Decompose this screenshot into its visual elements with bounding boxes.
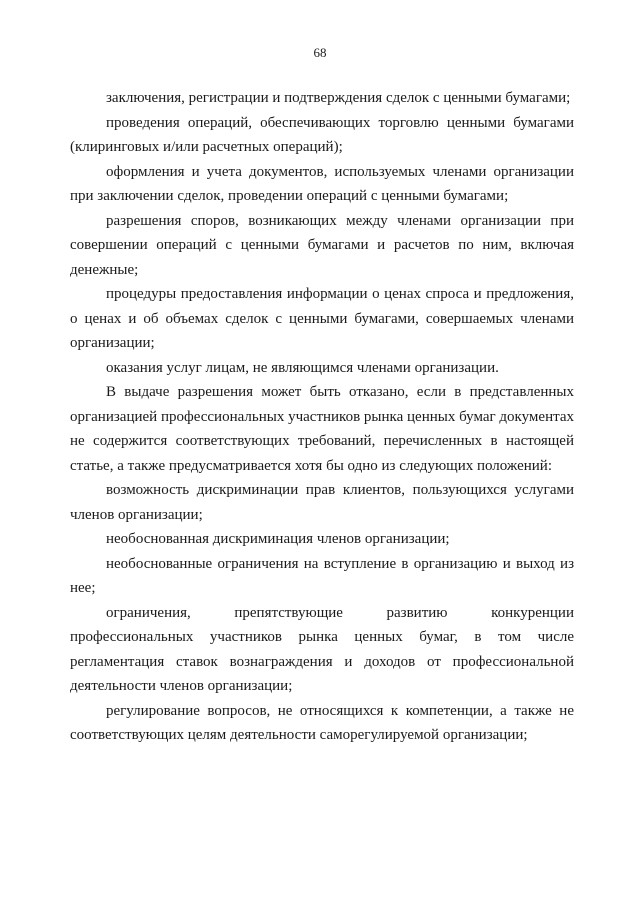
paragraph: оформления и учета документов, используемых членами организации при заключении сделок, проведении операций с ценными бумагами; bbox=[70, 163, 574, 204]
paragraph: необоснованные ограничения на вступление в организацию и выход из нее; bbox=[70, 555, 574, 596]
paragraph: ограничения, препятствующие развитию конкуренции профессиональных участников рынка ценных бумаг, в том числе регламентация ставок вознаграждения и доходов от профессиональной деятельности членов организации; bbox=[70, 604, 574, 694]
paragraph: оказания услуг лицам, не являющимся членами организации. bbox=[106, 359, 499, 376]
page-number: 68 bbox=[313, 45, 327, 60]
paragraph: необоснованная дискриминация членов организации; bbox=[106, 531, 450, 547]
paragraph: проведения операций, обеспечивающих торговлю ценными бумагами (клиринговых и/или расчетных операций); bbox=[70, 114, 574, 155]
paragraph: возможность дискриминации прав клиентов, пользующихся услугами членов организации; bbox=[70, 482, 574, 523]
paragraph: заключения, регистрации и подтверждения сделок с ценными бумагами; bbox=[106, 90, 571, 106]
paragraph: процедуры предоставления информации о ценах спроса и предложения, о ценах и об объемах сделок с ценными бумагами, совершаемых членами организации; bbox=[70, 286, 574, 351]
paragraph: В выдаче разрешения может быть отказано, если в представленных организацией профессиональных участников рынка ценных бумаг документах не содержится соответствующих требований, перечисленных в настоящей статье, а также предусматривается хотя бы одно из следующих положений: bbox=[70, 384, 574, 474]
paragraph: регулирование вопросов, не относящихся к компетенции, а также не соответствующих целям деятельности саморегулируемой организации; bbox=[70, 702, 574, 743]
paragraph: разрешения споров, возникающих между членами организации при совершении операций с ценными бумагами и расчетов по ним, включая денежные; bbox=[70, 212, 574, 278]
body-text bbox=[70, 86, 574, 748]
